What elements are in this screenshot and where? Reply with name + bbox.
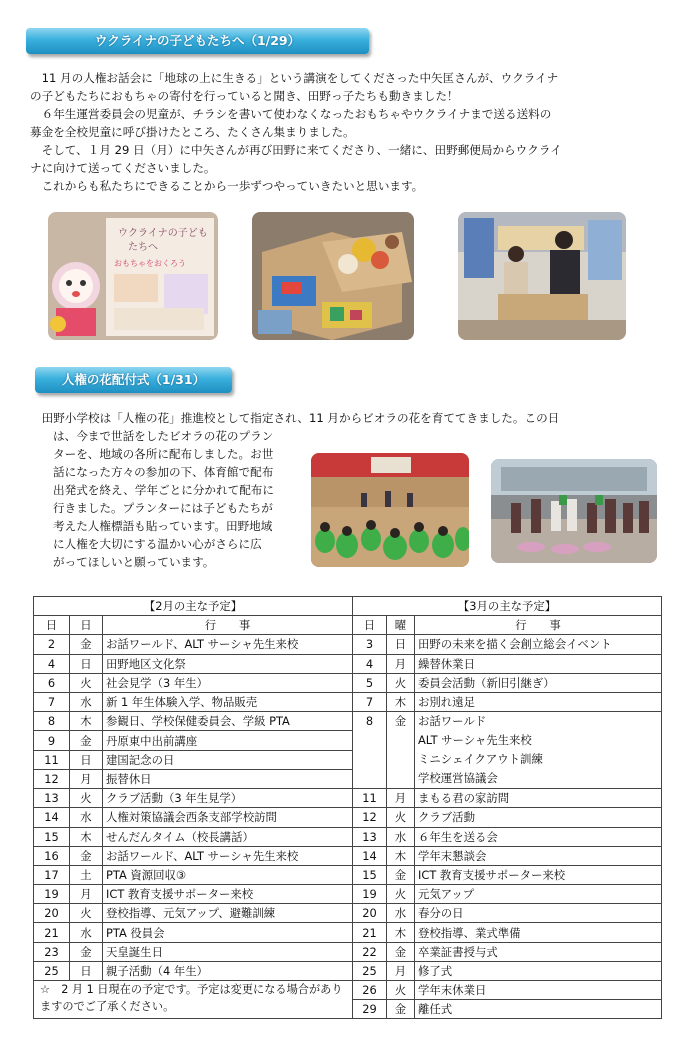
feb-day: 金	[70, 942, 103, 961]
feb-event: 建国記念の日	[103, 750, 353, 769]
feb-day: 水	[70, 808, 103, 827]
mar-date: 3	[353, 635, 387, 654]
feb-event: 社会見学（3 年生）	[103, 673, 353, 692]
mar-date: 5	[353, 673, 387, 692]
feb-date: 19	[34, 885, 70, 904]
paragraph-line: ナに向けて送ってくださいました。	[30, 161, 216, 175]
feb-day: 火	[70, 904, 103, 923]
mar-day: 金	[387, 865, 415, 884]
mar-date: 26	[353, 981, 387, 1000]
feb-date: 12	[34, 769, 70, 788]
feb-date: 25	[34, 961, 70, 980]
two-people-with-box-photo	[458, 212, 626, 340]
feb-date: 21	[34, 923, 70, 942]
flyer-title-line: たちへ	[128, 242, 158, 253]
toy-boxes-photo	[252, 212, 414, 340]
paragraph-line: は、今まで世話をしたビオラの花のプラン	[53, 429, 274, 443]
feb-event: 新 1 年生体験入学、物品販売	[103, 692, 353, 711]
mar-date: 7	[353, 692, 387, 711]
mar-day: 月	[387, 654, 415, 673]
feb-day: 月	[70, 885, 103, 904]
flyer-title-line: ウクライナの子ども	[118, 228, 208, 239]
mar-day: 木	[387, 923, 415, 942]
flyer-subtitle: おもちゃをおくろう	[114, 259, 186, 268]
paragraph-line: がってほしいと願っています。	[53, 555, 215, 569]
mar-day: 火	[387, 885, 415, 904]
mar-date: 13	[353, 827, 387, 846]
mar-event: 卒業証書授与式	[415, 942, 662, 961]
feb-event: 天皇誕生日	[103, 942, 353, 961]
schedule-table	[33, 596, 662, 1019]
feb-event: PTA 資源回収③	[103, 865, 353, 884]
paragraph-line: の子どもたちにおもちゃの寄付を行っていると聞き、田野っ子たちも動きました！	[30, 89, 459, 103]
mar-day: 火	[387, 981, 415, 1000]
feb-event: PTA 役員会	[103, 923, 353, 942]
feb-event: クラブ活動（3 年生見学）	[103, 789, 353, 808]
paragraph-line: 募金を全校児童に呼び掛けたところ、たくさん集まりました。	[30, 125, 355, 139]
feb-day: 金	[70, 635, 103, 654]
mar-day: 日	[387, 635, 415, 654]
feb-event: 親子活動（4 年生）	[103, 961, 353, 980]
paragraph-line: そして、１月 29 日（月）に中矢さんが再び田野に来てくださり、一緒に、田野郵便局からウクライ	[30, 143, 562, 157]
mar-event: ６年生を送る会	[415, 827, 662, 846]
feb-header-day: 日	[70, 616, 103, 635]
mar-date: 15	[353, 865, 387, 884]
feb-day: 日	[70, 654, 103, 673]
mar-event: お話ワールド	[418, 714, 487, 729]
mar-event: 登校指導、業式準備	[415, 923, 662, 942]
feb-day: 木	[70, 827, 103, 846]
table-row	[34, 827, 662, 846]
table-row	[34, 885, 662, 904]
mar-date: 4	[353, 654, 387, 673]
mar-day: 月	[387, 961, 415, 980]
mar-day: 水	[387, 827, 415, 846]
feb-event: 参観日、学校保健委員会、学級 PTA	[103, 712, 353, 731]
mar-event: 離任式	[415, 1000, 662, 1019]
paragraph-line: 田野小学校は「人権の花」推進校として指定され、11 月からビオラの花を育ててきました。この日	[30, 411, 560, 425]
flyer-with-toy-photo	[48, 212, 218, 340]
mar-date: 25	[353, 961, 387, 980]
mar-day: 月	[387, 789, 415, 808]
feb-day: 日	[70, 961, 103, 980]
feb-date: 23	[34, 942, 70, 961]
feb-event: お話ワールド、ALT サーシャ先生来校	[103, 846, 353, 865]
mar-day: 木	[387, 846, 415, 865]
paragraph-line: 考えた人権標語も貼っています。田野地域	[53, 519, 273, 533]
mar-header-date: 日	[353, 616, 387, 635]
feb-date: 17	[34, 865, 70, 884]
feb-event: お話ワールド、ALT サーシャ先生来校	[103, 635, 353, 654]
feb-event: 田野地区文化祭	[103, 654, 353, 673]
mar-event: ICT 教育支援サポーター来校	[415, 865, 662, 884]
feb-schedule-title: 【2月の主な予定】	[34, 597, 353, 616]
feb-event: 振替休日	[103, 769, 353, 788]
table-row	[34, 692, 662, 711]
students-outdoor-photo	[491, 459, 657, 563]
feb-date: 6	[34, 673, 70, 692]
mar-event: お別れ遠足	[415, 692, 662, 711]
feb-header-event: 行 事	[103, 616, 353, 635]
feb-event: せんだんタイム（校長講話）	[103, 827, 353, 846]
mar-header-event: 行 事	[415, 616, 662, 635]
feb-day: 月	[70, 769, 103, 788]
feb-day: 日	[70, 750, 103, 769]
feb-date: 9	[34, 731, 70, 750]
paragraph-line: 11 月の人権お話会に「地球の上に生きる」という講演をしてくださった中矢匡さんが、ウクライナ	[30, 71, 559, 85]
mar-date: 21	[353, 923, 387, 942]
feb-date: 11	[34, 750, 70, 769]
paragraph-line: ６年生運営委員会の児童が、チラシを書いて使わなくなったおもちゃやウクライナまで送る送料の	[30, 107, 552, 121]
mar-day: 金	[387, 942, 415, 961]
feb-date: 4	[34, 654, 70, 673]
feb-day: 水	[70, 692, 103, 711]
mar-event: 田野の未来を描く会創立総会イベント	[415, 635, 662, 654]
mar-event: 学校運営協議会	[418, 771, 498, 786]
feb-schedule-note: ☆ 2 月 1 日現在の予定です。予定は変更になる場合がありますのでご了承ください。	[34, 981, 353, 1019]
mar-day: 火	[387, 673, 415, 692]
ukraine-paragraph	[30, 69, 670, 195]
mar-date: 19	[353, 885, 387, 904]
table-row	[34, 846, 662, 865]
feb-event: ICT 教育支援サポーター来校	[103, 885, 353, 904]
paragraph-line: ターを、地域の各所に配布しました。お世	[53, 447, 274, 461]
mar-date: 14	[353, 846, 387, 865]
mar-schedule-title: 【3月の主な予定】	[353, 597, 662, 616]
section-title-human-rights-flower: 人権の花配付式（1/31）	[35, 367, 232, 393]
mar-header-day: 曜	[387, 616, 415, 635]
feb-date: 14	[34, 808, 70, 827]
feb-day: 火	[70, 673, 103, 692]
feb-event: 丹原東中出前講座	[103, 731, 353, 750]
table-row	[34, 673, 662, 692]
paragraph-line: 出発式を終え、学年ごとに分かれて配布に	[53, 483, 274, 497]
feb-day: 金	[70, 731, 103, 750]
feb-event: 登校指導、元気アップ、避難訓練	[103, 904, 353, 923]
mar-event: ミニシェイクアウト訓練	[418, 752, 543, 767]
table-row	[34, 904, 662, 923]
table-row	[34, 635, 662, 654]
table-row	[34, 654, 662, 673]
feb-day: 土	[70, 865, 103, 884]
mar-day: 水	[387, 904, 415, 923]
feb-day: 木	[70, 712, 103, 731]
paragraph-line: これからも私たちにできることから一歩ずつやっていきたいと思います。	[30, 179, 424, 193]
mar-date: 11	[353, 789, 387, 808]
mar-day: 金	[387, 712, 415, 789]
paragraph-line: 行きました。プランターには子どもたちが	[53, 501, 273, 515]
feb-date: 7	[34, 692, 70, 711]
feb-day: 水	[70, 923, 103, 942]
table-row	[34, 961, 662, 980]
feb-event: 人権対策協議会西条支部学校訪問	[103, 808, 353, 827]
mar-date: 12	[353, 808, 387, 827]
mar-event: ALT サーシャ先生来校	[418, 733, 532, 748]
table-row	[34, 981, 662, 1000]
feb-date: 16	[34, 846, 70, 865]
flower-intro	[30, 409, 670, 427]
section-title-ukraine: ウクライナの子どもたちへ（1/29）	[26, 28, 369, 54]
table-row	[34, 923, 662, 942]
mar-event: 元気アップ	[415, 885, 662, 904]
mar-event: 修了式	[415, 961, 662, 980]
mar-day: 金	[387, 1000, 415, 1019]
feb-header-date: 日	[34, 616, 70, 635]
feb-date: 13	[34, 789, 70, 808]
feb-date: 15	[34, 827, 70, 846]
mar-event-multi	[415, 712, 662, 789]
feb-date: 8	[34, 712, 70, 731]
feb-date: 2	[34, 635, 70, 654]
mar-event: 学年末休業日	[415, 981, 662, 1000]
mar-event: 繰替休業日	[415, 654, 662, 673]
gym-ceremony-photo	[311, 453, 469, 567]
mar-date: 20	[353, 904, 387, 923]
mar-day: 木	[387, 692, 415, 711]
feb-day: 火	[70, 789, 103, 808]
table-row	[34, 865, 662, 884]
table-row	[34, 808, 662, 827]
table-row	[34, 712, 662, 731]
mar-day: 火	[387, 808, 415, 827]
mar-event: 春分の日	[415, 904, 662, 923]
paragraph-line: に人権を大切にする温かい心がさらに広	[53, 537, 262, 551]
mar-date: 8	[353, 712, 387, 789]
flower-body	[53, 427, 306, 571]
mar-event: クラブ活動	[415, 808, 662, 827]
table-row	[34, 942, 662, 961]
mar-event: 委員会活動（新旧引継ぎ）	[415, 673, 662, 692]
mar-event: 学年末懇談会	[415, 846, 662, 865]
mar-event: まもる君の家訪問	[415, 789, 662, 808]
feb-date: 20	[34, 904, 70, 923]
mar-date: 22	[353, 942, 387, 961]
paragraph-line: 話になった方々の参加の下、体育館で配布	[53, 465, 274, 479]
feb-day: 金	[70, 846, 103, 865]
table-row	[34, 789, 662, 808]
mar-date: 29	[353, 1000, 387, 1019]
